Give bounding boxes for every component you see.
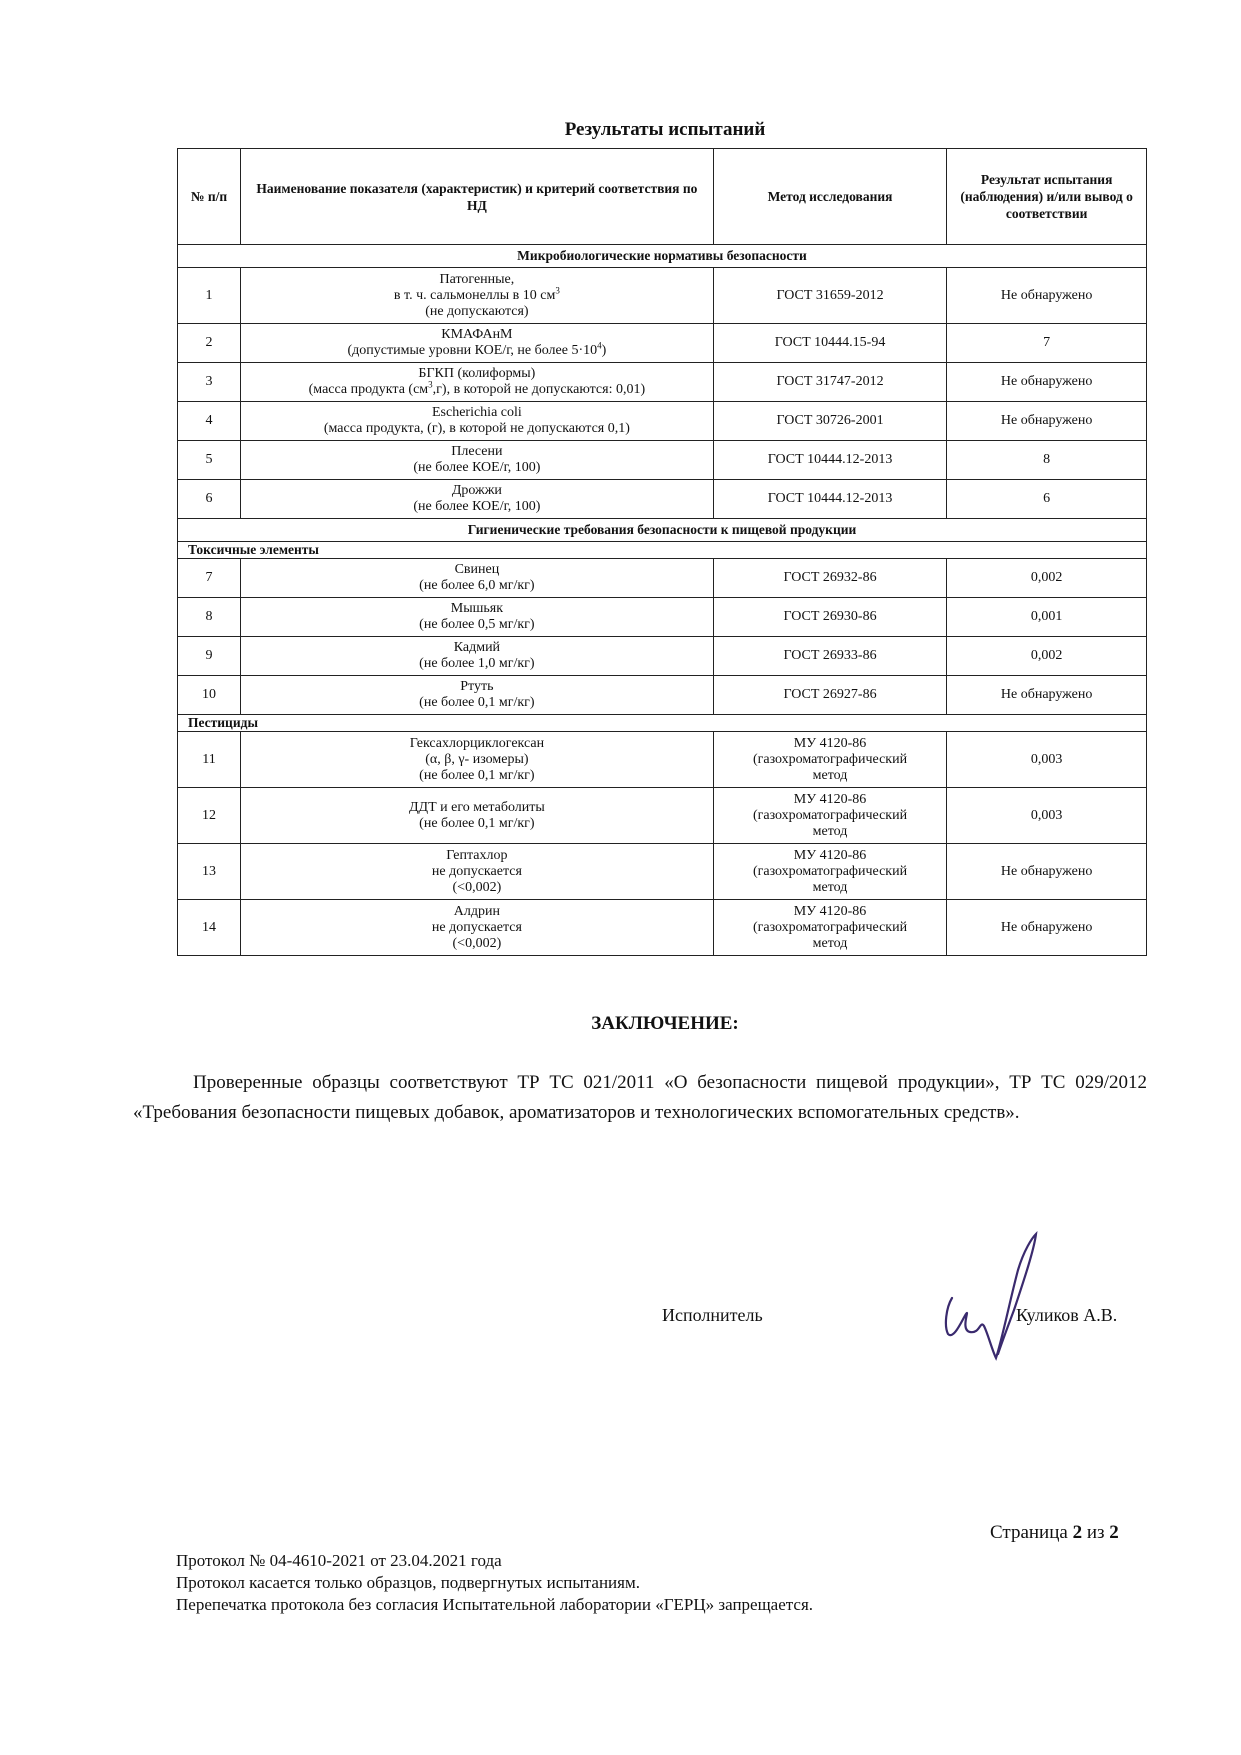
signature-image [940,1230,1060,1370]
results-table [177,148,1147,956]
method-cell: МУ 4120-86 (газохроматографический метод [713,844,947,900]
table-row: 7 Свинец (не более 6,0 мг/кг) ГОСТ 26932-86 0,002 [178,559,1147,598]
header-method: Метод исследования [713,149,947,245]
header-result: Результат испытания (наблюдения) и/или вывод о соответствии [947,149,1147,245]
indicator-cell: Патогенные, в т. ч. сальмонеллы в 10 $см^3$ (не допускаются) [241,268,714,324]
table-row: 5 Плесени (не более КОЕ/г, 100) ГОСТ 10444.12-2013 8 [178,441,1147,480]
conclusion-text: Проверенные образцы соответствуют ТР ТС 021/2011 «О безопасности пищевой продукции», ТР ТС 029/2012 «Требования безопасности пищевых добавок, ароматизаторов и технологических вспомогательных средств». [133,1072,1147,1123]
indicator-cell: БГКП (колиформы) (масса продукта $(см^3,г)$, в которой не допускаются: 0,01) [241,363,714,402]
section-hygiene: Гигиенические требования безопасности к пищевой продукции [178,519,1147,542]
document-title: Результаты испытаний [564,119,766,140]
indicator-cell: Гептахлор не допускается (<0,002) [241,844,714,900]
indicator-cell: Ртуть (не более 0,1 мг/кг) [241,676,714,715]
section-microbiology: Микробиологические нормативы безопасности [178,245,1147,268]
indicator-cell: Свинец (не более 6,0 мг/кг) [241,559,714,598]
table-row: 2 КМАФАнМ (допустимые уровни КОЕ/г, не более $5\cdot 10^4$) ГОСТ 10444.15-94 7 [178,324,1147,363]
header-number: № п/п [178,149,241,245]
conclusion-title: ЗАКЛЮЧЕНИЕ: [591,1013,739,1034]
indicator-cell: Алдрин не допускается (<0,002) [241,900,714,956]
table-row: 11 Гексахлорциклогексан (α, β, γ- изомеры) (не более 0,1 мг/кг) МУ 4120-86 (газохроматографический метод 0,003 [178,732,1147,788]
indicator-cell: Дрожжи (не более КОЕ/г, 100) [241,480,714,519]
indicator-cell: Escherichia coli (масса продукта, (г), в которой не допускаются 0,1) [241,402,714,441]
indicator-cell: ДДТ и его метаболиты (не более 0,1 мг/кг) [241,788,714,844]
indicator-cell: Кадмий (не более 1,0 мг/кг) [241,637,714,676]
subsection-pesticides: Пестициды [178,715,1147,732]
table-row: 3 БГКП (колиформы) (масса продукта $(см^3,г)$, в которой не допускаются: 0,01) ГОСТ 31747-2012 Не обнаружено [178,363,1147,402]
footer [176,1550,813,1616]
footer-line: Перепечатка протокола без согласия Испытательной лаборатории «ГЕРЦ» запрещается. [176,1595,814,1614]
table-row: 9 Кадмий (не более 1,0 мг/кг) ГОСТ 26933-86 0,002 [178,637,1147,676]
footer-line: Протокол касается только образцов, подвергнутых испытаниям. [176,1573,640,1592]
page-number: Страница 2 из 2 [990,1522,1119,1543]
table-header-row [178,149,1147,245]
table-row: 8 Мышьяк (не более 0,5 мг/кг) ГОСТ 26930-86 0,001 [178,598,1147,637]
table-row: 1 Патогенные, в т. ч. сальмонеллы в 10 $см^3$ (не допускаются) ГОСТ 31659-2012 Не обнаружено [178,268,1147,324]
table-row: 13 Гептахлор не допускается (<0,002) МУ 4120-86 (газохроматографический метод Не обнаружено [178,844,1147,900]
table-row: 6 Дрожжи (не более КОЕ/г, 100) ГОСТ 10444.12-2013 6 [178,480,1147,519]
executor-label: Исполнитель [662,1305,763,1325]
table-row: 12 ДДТ и его метаболиты (не более 0,1 мг/кг) МУ 4120-86 (газохроматографический метод 0,003 [178,788,1147,844]
indicator-cell: Гексахлорциклогексан (α, β, γ- изомеры) (не более 0,1 мг/кг) [241,732,714,788]
indicator-cell: КМАФАнМ (допустимые уровни КОЕ/г, не более $5\cdot 10^4$) [241,324,714,363]
subsection-toxic: Токсичные элементы [178,542,1147,559]
footer-line: Протокол № 04-4610-2021 от 23.04.2021 года [176,1551,502,1570]
header-indicator: Наименование показателя (характеристик) и критерий соответствия по НД [241,149,714,245]
method-cell: МУ 4120-86 (газохроматографический метод [713,788,947,844]
table-row: 4 Escherichia coli (масса продукта, (г), в которой не допускаются 0,1) ГОСТ 30726-2001 Не обнаружено [178,402,1147,441]
indicator-cell: Мышьяк (не более 0,5 мг/кг) [241,598,714,637]
table-row: 14 Алдрин не допускается (<0,002) МУ 4120-86 (газохроматографический метод Не обнаружено [178,900,1147,956]
indicator-cell: Плесени (не более КОЕ/г, 100) [241,441,714,480]
table-row: 10 Ртуть (не более 0,1 мг/кг) ГОСТ 26927-86 Не обнаружено [178,676,1147,715]
method-cell: МУ 4120-86 (газохроматографический метод [713,900,947,956]
method-cell: МУ 4120-86 (газохроматографический метод [713,732,947,788]
signer-name: Куликов А.В. [1016,1305,1118,1325]
